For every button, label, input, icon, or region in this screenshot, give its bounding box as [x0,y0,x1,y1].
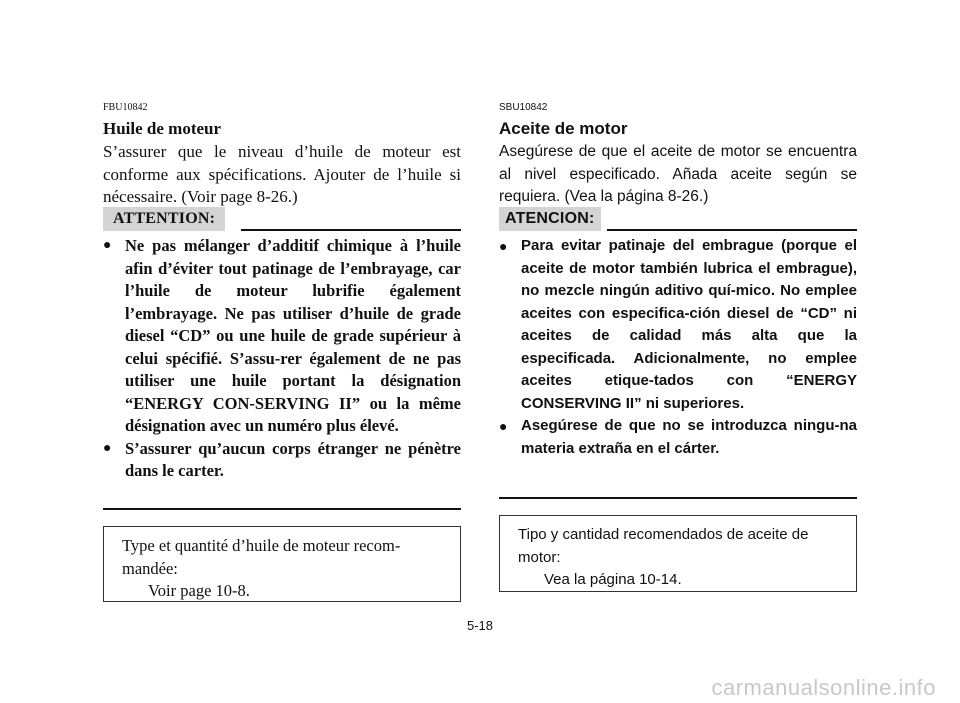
warning-text: Ne pas mélanger d’additif chimique à l’huile afin d’éviter tout patinage de l’embrayage, car l’huile de moteur lubrifie également l’embrayage. Ne pas utiliser d’huile de grade diesel “CD” ou une huile de grade supérieur à celui spécifié. S’assu-rer également de ne pas utiliser une huile portant la désignation “ENERGY CON-SERVING II” ou la même désignation avec un numéro plus élevé. [125,236,461,435]
section-heading: Huile de moteur [103,119,222,138]
warning-item [499,415,857,460]
watermark: carmanualsonline.info [711,675,936,700]
attention-rule [241,229,461,231]
spec-label: Tipo y cantidad recomendados de aceite de motor: [518,526,809,566]
warning-item [499,235,857,415]
spec-box [103,526,461,602]
warning-list [499,235,857,460]
warning-text: Asegúrese de que no se introduzca ningu-na materia extraña en el cárter. [521,417,857,457]
attention-label: ATENCION: [499,207,601,231]
warning-list [103,235,461,483]
warning-text: Para evitar patinaje del embrague (porque el aceite de motor también lubrica el embrague), no mezcle ningún aditivo quí-mico. No emplee aceites con especifica-ción diesel de “CD” ni aceites de calidad más alta que la especificada. Adicionalmente, no emplee aceites etique-tados con “ENERGY CONSERVING II” ni superiores. [521,237,857,412]
page-number: 5-18 [466,618,494,633]
section-body: S’assurer que le niveau d’huile de moteur est conforme aux spécifications. Ajouter de l’huile si nécessaire. (Voir page 8-26.) [103,142,461,206]
spec-text [122,535,448,603]
spec-label: Type et quantité d’huile de moteur recom-mandée: [122,536,401,578]
spec-box [499,515,857,592]
section-body: Asegúrese de que el aceite de motor se encuentra al nivel especificado. Añada aceite según se requiera. (Vea la página 8-26.) [499,143,857,205]
attention-label: ATTENTION: [103,207,225,231]
spec-text [518,524,844,592]
bullet-icon: ● [103,238,112,253]
spec-reference: Voir page 10-8. [148,581,250,600]
section-code: SBU10842 [499,102,548,113]
bullet-icon: ● [499,238,508,254]
warning-item [103,438,461,483]
attention-header [499,207,857,233]
warning-item [103,235,461,438]
bullet-icon: ● [499,418,508,434]
warning-text: S’assurer qu’aucun corps étranger ne pénètre dans le carter. [125,438,461,480]
section-code: FBU10842 [103,102,148,113]
spec-reference: Vea la página 10-14. [544,571,682,588]
bullet-icon: ● [103,440,112,456]
attention-end-rule [499,497,857,499]
section-heading: Aceite de motor [499,119,628,138]
attention-header [103,207,461,233]
attention-rule [607,229,857,231]
attention-end-rule [103,508,461,510]
